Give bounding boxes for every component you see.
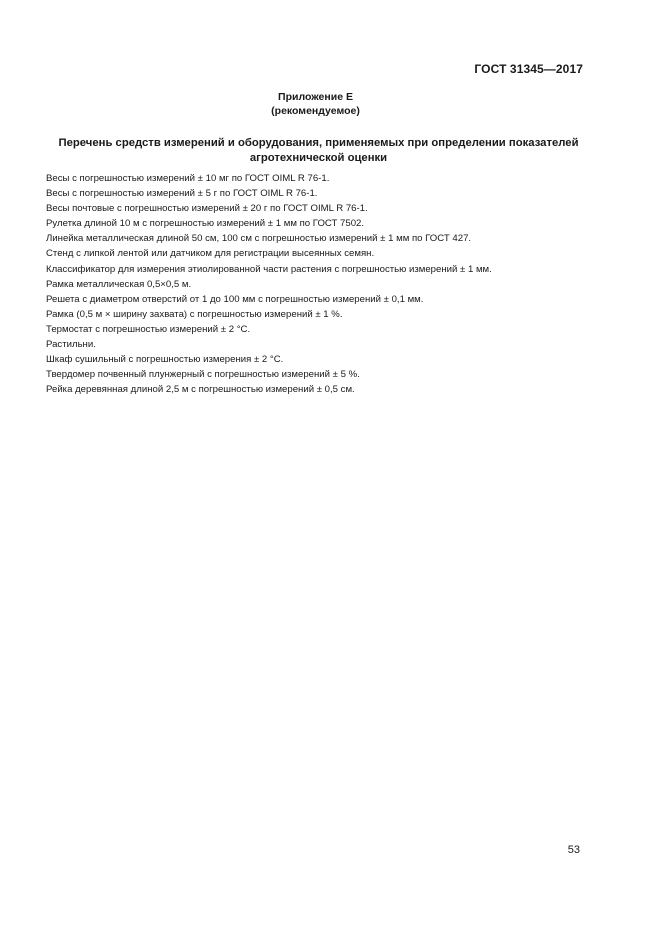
list-item: Весы с погрешностью измерений ± 10 мг по ГОСТ OIML R 76-1. [46,173,330,184]
standard-code: ГОСТ 31345—2017 [474,62,583,76]
list-item: Весы почтовые с погрешностью измерений ± 20 г по ГОСТ OIML R 76-1. [46,203,368,215]
appendix-title: Приложение Е [278,91,353,103]
list-item: Рамка (0,5 м × ширину захвата) с погрешностью измерений ± 1 %. [46,308,343,320]
list-item: Рейка деревянная длиной 2,5 м с погрешностью измерений ± 0,5 см. [46,384,355,396]
list-item: Решета с диаметром отверстий от 1 до 100 мм с погрешностью измерений ± 0,1 мм. [46,293,424,305]
list-title-line-2: агротехнической оценки [249,152,388,164]
list-title [46,136,591,166]
list-item: Рулетка длиной 10 м с погрешностью измерений ± 1 мм по ГОСТ 7502. [46,218,365,230]
list-item: Рамка металлическая 0,5×0,5 м. [46,278,192,290]
equipment-list [46,171,606,397]
list-item: Шкаф сушильный с погрешностью измерения ± 2 °С. [46,354,284,366]
list-item: Стенд с липкой лентой или датчиком для регистрации высеянных семян. [46,248,375,260]
list-item: Весы с погрешностью измерений ± 5 г по ГОСТ OIML R 76-1. [46,188,318,200]
list-title-line-1: Перечень средств измерений и оборудования, применяемых при определении показателей [58,137,579,149]
list-item: Растильни. [46,339,96,351]
list-item: Линейка металлическая длиной 50 см, 100 см с погрешностью измерений ± 1 мм по ГОСТ 427. [46,233,472,245]
list-item: Классификатор для измерения этиолированной части растения с погрешностью измерений ± 1 мм. [46,263,492,275]
list-item: Твердомер почвенный плунжерный с погрешностью измерений ± 5 %. [46,369,360,381]
appendix-subtitle: (рекомендуемое) [271,105,360,117]
list-item: Термостат с погрешностью измерений ± 2 °С. [46,323,251,335]
page-number: 53 [567,844,580,856]
appendix-heading [0,90,631,118]
